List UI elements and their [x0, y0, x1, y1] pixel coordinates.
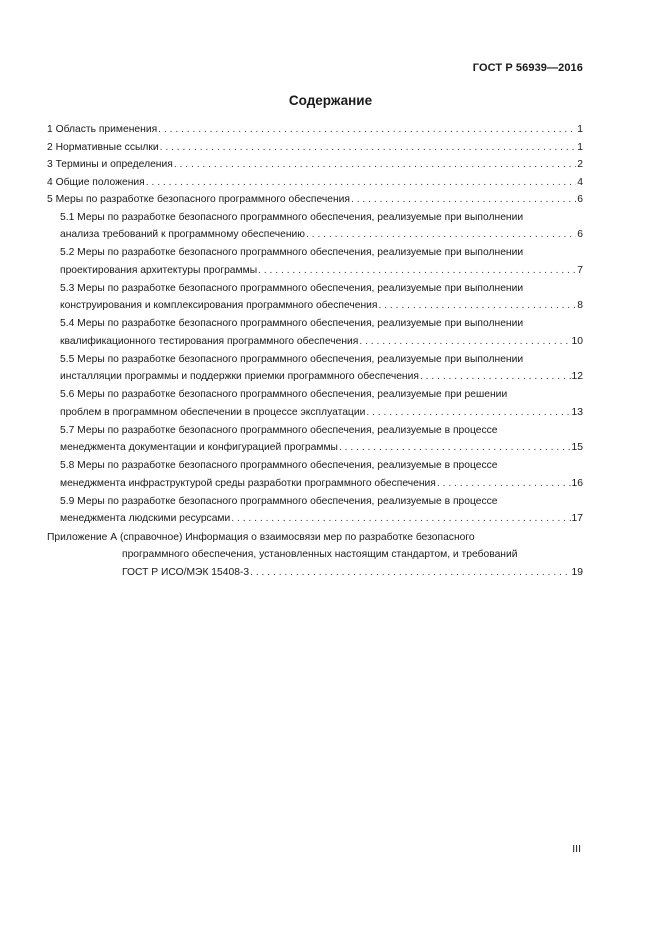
toc-subentry-heading: 5.9 Меры по разработке безопасного программного обеспечения, реализуемые в процессе [60, 495, 498, 507]
standard-code: ГОСТ Р 56939—2016 [472, 62, 583, 74]
dot-leader [231, 510, 570, 528]
toc-subentry-text: менеджмента инфраструктурой среды разработки программного обеспечения [60, 477, 436, 489]
dot-leader [378, 297, 576, 315]
page-number: III [572, 843, 581, 855]
toc-subentry[interactable] [47, 209, 583, 244]
toc-subentry[interactable] [47, 315, 583, 350]
toc-entry-page: 6 [577, 194, 583, 205]
toc-subentry[interactable] [47, 386, 583, 421]
toc-subentry-page: 7 [577, 264, 583, 276]
toc-entry-page: 2 [577, 159, 583, 170]
appendix-text-last: ГОСТ Р ИСО/МЭК 15408-3 [122, 566, 250, 578]
toc-subentry-page: 6 [577, 229, 583, 240]
dot-leader [250, 564, 570, 582]
dot-leader [437, 475, 571, 493]
appendix-heading: Приложение А (справочное) Информация о взаимосвязи мер по разработке безопасного [47, 531, 475, 543]
toc-subentry-heading: 5.2 Меры по разработке безопасного программного обеспечения, реализуемые при выполнении [60, 247, 524, 258]
toc-subentry-page: 15 [571, 442, 583, 453]
toc-entry-text: 5 Меры по разработке безопасного программного обеспечения [47, 194, 350, 205]
appendix-page: 19 [571, 566, 583, 578]
toc-subentry-heading: 5.8 Меры по разработке безопасного программного обеспечения, реализуемые в процессе [60, 460, 498, 471]
toc-subentry-heading: 5.4 Меры по разработке безопасного программного обеспечения, реализуемые при выполнении [60, 318, 524, 329]
appendix-text: программного обеспечения, установленных настоящим стандартом, и требований [122, 549, 518, 560]
dot-leader [160, 139, 577, 157]
dot-leader [339, 439, 571, 457]
toc-subentry-heading: 5.3 Меры по разработке безопасного программного обеспечения, реализуемые при выполнении [60, 282, 524, 294]
dot-leader [306, 226, 576, 244]
toc-subentry-heading: 5.1 Меры по разработке безопасного программного обеспечения, реализуемые при выполнении [60, 211, 524, 223]
toc-subentry-page: 13 [571, 406, 583, 418]
toc-subentry[interactable] [47, 280, 583, 315]
toc-subentry[interactable] [47, 351, 583, 386]
toc-entry-page: 4 [577, 176, 583, 188]
dot-leader [420, 368, 571, 386]
toc-entry-text: 3 Термины и определения [47, 159, 173, 170]
toc-entry-page: 1 [577, 124, 583, 135]
toc-title: Содержание [288, 93, 373, 108]
toc-subentry-page: 8 [577, 300, 583, 311]
dot-leader [146, 174, 577, 192]
toc-entry-text: 1 Область применения [47, 124, 158, 135]
toc-subentry-heading: 5.5 Меры по разработке безопасного программного обеспечения, реализуемые при выполнении [60, 353, 524, 365]
dot-leader [366, 404, 570, 422]
toc-subentry[interactable] [47, 422, 583, 457]
toc-entry-text: 4 Общие положения [47, 176, 145, 188]
toc-subentry-text: проектирования архитектуры программы [60, 264, 258, 276]
toc-subentry[interactable] [47, 244, 583, 279]
toc-subentry-text: конструирования и комплексирования программного обеспечения [60, 300, 378, 311]
toc-subentry-text: менеджмента людскими ресурсами [60, 513, 231, 524]
toc-subentry-page: 16 [571, 477, 583, 489]
toc-subentry[interactable] [47, 457, 583, 492]
toc-subentry[interactable] [47, 493, 583, 528]
dot-leader [174, 156, 576, 174]
toc-appendix-entry[interactable] [47, 529, 583, 582]
dot-leader [158, 121, 576, 139]
toc-entry[interactable] [47, 121, 583, 139]
toc-entry-page: 1 [577, 141, 583, 153]
toc-subentry-heading: 5.7 Меры по разработке безопасного программного обеспечения, реализуемые в процессе [60, 424, 498, 436]
dot-leader [258, 262, 576, 280]
toc-entry-text: 2 Нормативные ссылки [47, 141, 159, 153]
toc-subentry-text: менеджмента документации и конфигурацией программы [60, 442, 338, 453]
toc-entry[interactable] [47, 191, 583, 209]
toc-subentry-page: 10 [571, 335, 583, 347]
dot-leader [351, 191, 576, 209]
table-of-contents [47, 121, 583, 581]
toc-entry[interactable] [47, 174, 583, 192]
toc-subentry-text: проблем в программном обеспечении в процессе эксплуатации [60, 406, 366, 418]
toc-subentry-text: инсталляции программы и поддержки приемки программного обеспечения [60, 371, 419, 382]
dot-leader [359, 333, 570, 351]
toc-subentry-heading: 5.6 Меры по разработке безопасного программного обеспечения, реализуемые при решении [60, 389, 508, 400]
toc-subentry-page: 17 [571, 513, 583, 524]
toc-subentry-text: квалификационного тестирования программного обеспечения [60, 335, 359, 347]
toc-entry[interactable] [47, 139, 583, 157]
toc-subentry-page: 12 [571, 371, 583, 382]
toc-entry[interactable] [47, 156, 583, 174]
toc-subentry-text: анализа требований к программному обеспечению [60, 229, 305, 240]
